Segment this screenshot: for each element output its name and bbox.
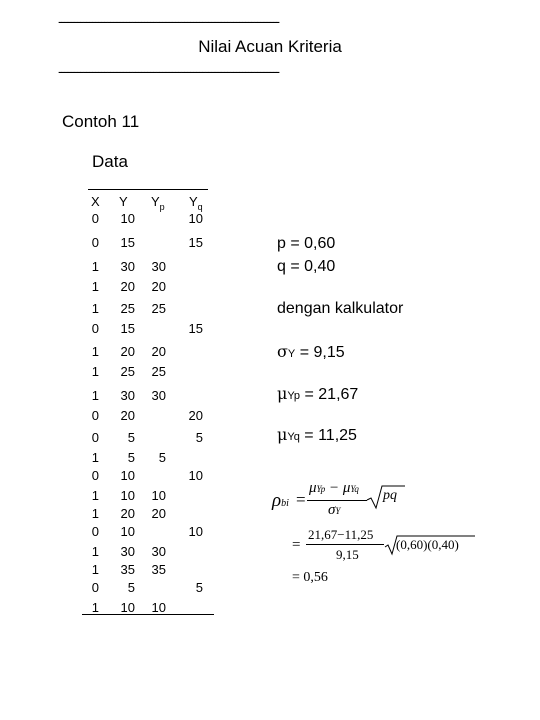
table-cell-y: 15 xyxy=(120,321,135,336)
col-header-yq-main: Y xyxy=(189,194,198,209)
sigma-sub: Y xyxy=(287,348,296,360)
formula-denominator xyxy=(328,502,340,519)
formula-numerator xyxy=(309,480,359,497)
sigma-y-sym: σ xyxy=(328,502,336,518)
formula-equals-2: = xyxy=(292,537,301,553)
mu-q-sub: Yq xyxy=(287,431,300,443)
table-cell-yp: 30 xyxy=(151,544,166,559)
table-cell-x: 1 xyxy=(91,544,99,559)
table-cell-y: 20 xyxy=(120,408,135,423)
sigma-value: = 9,15 xyxy=(295,344,345,361)
table-cell-yq: 20 xyxy=(188,408,203,423)
table-cell-y: 20 xyxy=(120,344,135,359)
calculator-note: dengan kalkulator xyxy=(277,300,404,317)
table-cell-x: 1 xyxy=(91,259,99,274)
table-cell-y: 10 xyxy=(120,488,135,503)
formula-minus: − xyxy=(328,480,340,496)
table-cell-y: 10 xyxy=(120,211,135,226)
data-label: Data xyxy=(92,152,128,171)
table-cell-x: 1 xyxy=(91,450,99,465)
top-dash-line: ------------------------------------------------------------------------ xyxy=(58,14,279,28)
table-cell-x: 1 xyxy=(91,600,99,615)
table-cell-x: 1 xyxy=(91,506,99,521)
table-cell-y: 10 xyxy=(120,600,135,615)
formula-lhs xyxy=(272,490,289,512)
table-cell-x: 1 xyxy=(91,562,99,577)
table-cell-yq: 15 xyxy=(188,321,203,336)
table-cell-yq: 5 xyxy=(195,430,203,445)
col-header-y: Y xyxy=(119,194,128,209)
table-cell-yq: 10 xyxy=(188,524,203,539)
table-cell-yp: 30 xyxy=(151,388,166,403)
table-cell-yp: 20 xyxy=(151,344,166,359)
table-cell-y: 5 xyxy=(127,580,135,595)
table-cell-y: 25 xyxy=(120,301,135,316)
table-cell-y: 30 xyxy=(120,388,135,403)
mu-p-sym: μ xyxy=(309,480,317,496)
table-top-rule xyxy=(88,189,208,190)
table-cell-y: 20 xyxy=(120,506,135,521)
table-cell-yq: 10 xyxy=(188,211,203,226)
col-header-yq-sub: q xyxy=(197,202,203,212)
table-cell-y: 35 xyxy=(120,562,135,577)
table-cell-x: 0 xyxy=(91,321,99,336)
table-cell-yq: 10 xyxy=(188,468,203,483)
table-cell-yp: 25 xyxy=(151,364,166,379)
table-cell-yp: 20 xyxy=(151,506,166,521)
rho-sub: bi xyxy=(281,498,289,509)
col-header-yp xyxy=(151,195,165,210)
col-header-yq xyxy=(189,195,203,210)
table-cell-yp: 10 xyxy=(151,600,166,615)
table-cell-yp: 10 xyxy=(151,488,166,503)
formula-result: = 0,56 xyxy=(292,570,328,585)
col-header-x: X xyxy=(91,194,100,209)
table-cell-x: 0 xyxy=(91,211,99,226)
table-cell-x: 0 xyxy=(91,408,99,423)
mu-q-sym-sub: Yq xyxy=(350,484,359,494)
table-cell-x: 1 xyxy=(91,279,99,294)
rho-symbol: ρ xyxy=(272,490,282,511)
table-cell-yp: 5 xyxy=(158,450,166,465)
step2-fraction-bar xyxy=(306,544,384,545)
table-cell-x: 0 xyxy=(91,580,99,595)
table-cell-x: 0 xyxy=(91,468,99,483)
table-cell-yp: 20 xyxy=(151,279,166,294)
table-cell-yp: 30 xyxy=(151,259,166,274)
table-cell-x: 1 xyxy=(91,488,99,503)
table-cell-x: 1 xyxy=(91,301,99,316)
table-cell-y: 20 xyxy=(120,279,135,294)
table-cell-y: 25 xyxy=(120,364,135,379)
mu-p-sub: Yp xyxy=(287,390,301,402)
mu-q-sym: μ xyxy=(342,480,351,496)
example-heading: Contoh 11 xyxy=(62,112,140,131)
table-cell-x: 0 xyxy=(91,235,99,250)
table-cell-yq: 15 xyxy=(188,235,203,250)
sigma-symbol: σ xyxy=(277,342,288,361)
bottom-dash-line: ------------------------------------------------------------------------ xyxy=(58,64,279,78)
result-p: p = 0,60 xyxy=(277,235,336,252)
mu-yq-result xyxy=(277,426,357,446)
table-cell-y: 30 xyxy=(120,259,135,274)
col-header-yp-main: Y xyxy=(151,194,160,209)
table-cell-x: 1 xyxy=(91,388,99,403)
table-cell-y: 15 xyxy=(120,235,135,250)
result-q: q = 0,40 xyxy=(277,258,336,275)
table-cell-y: 5 xyxy=(127,450,135,465)
mu-p-value: = 21,67 xyxy=(300,386,359,403)
table-cell-x: 0 xyxy=(91,524,99,539)
mu-q-symbol: μ xyxy=(277,425,288,444)
table-cell-y: 10 xyxy=(120,468,135,483)
table-cell-x: 1 xyxy=(91,364,99,379)
table-cell-yp: 35 xyxy=(151,562,166,577)
step2-denominator: 9,15 xyxy=(336,547,359,562)
sigma-y-sym-sub: Y xyxy=(335,506,341,516)
step2-numerator: 21,67−11,25 xyxy=(308,527,374,542)
mu-yp-result xyxy=(277,385,358,405)
sigma-y-result xyxy=(277,343,345,363)
mu-p-symbol: μ xyxy=(277,384,288,403)
table-cell-x: 1 xyxy=(91,344,99,359)
table-cell-y: 5 xyxy=(127,430,135,445)
page-title: Nilai Acuan Kriteria xyxy=(198,37,342,56)
table-cell-yp: 25 xyxy=(151,301,166,316)
sqrt-content: pq xyxy=(383,488,397,503)
formula-equals-1: = xyxy=(296,490,306,509)
formula-fraction-bar xyxy=(307,500,367,501)
table-bottom-rule xyxy=(82,614,214,615)
step2-root: (0,60)(0,40) xyxy=(396,537,459,552)
table-cell-y: 30 xyxy=(120,544,135,559)
mu-p-sym-sub: Yp xyxy=(316,484,326,494)
table-cell-yq: 5 xyxy=(195,580,203,595)
mu-q-value: = 11,25 xyxy=(299,427,357,444)
table-cell-y: 10 xyxy=(120,524,135,539)
table-cell-x: 0 xyxy=(91,430,99,445)
col-header-yp-sub: p xyxy=(159,202,165,212)
